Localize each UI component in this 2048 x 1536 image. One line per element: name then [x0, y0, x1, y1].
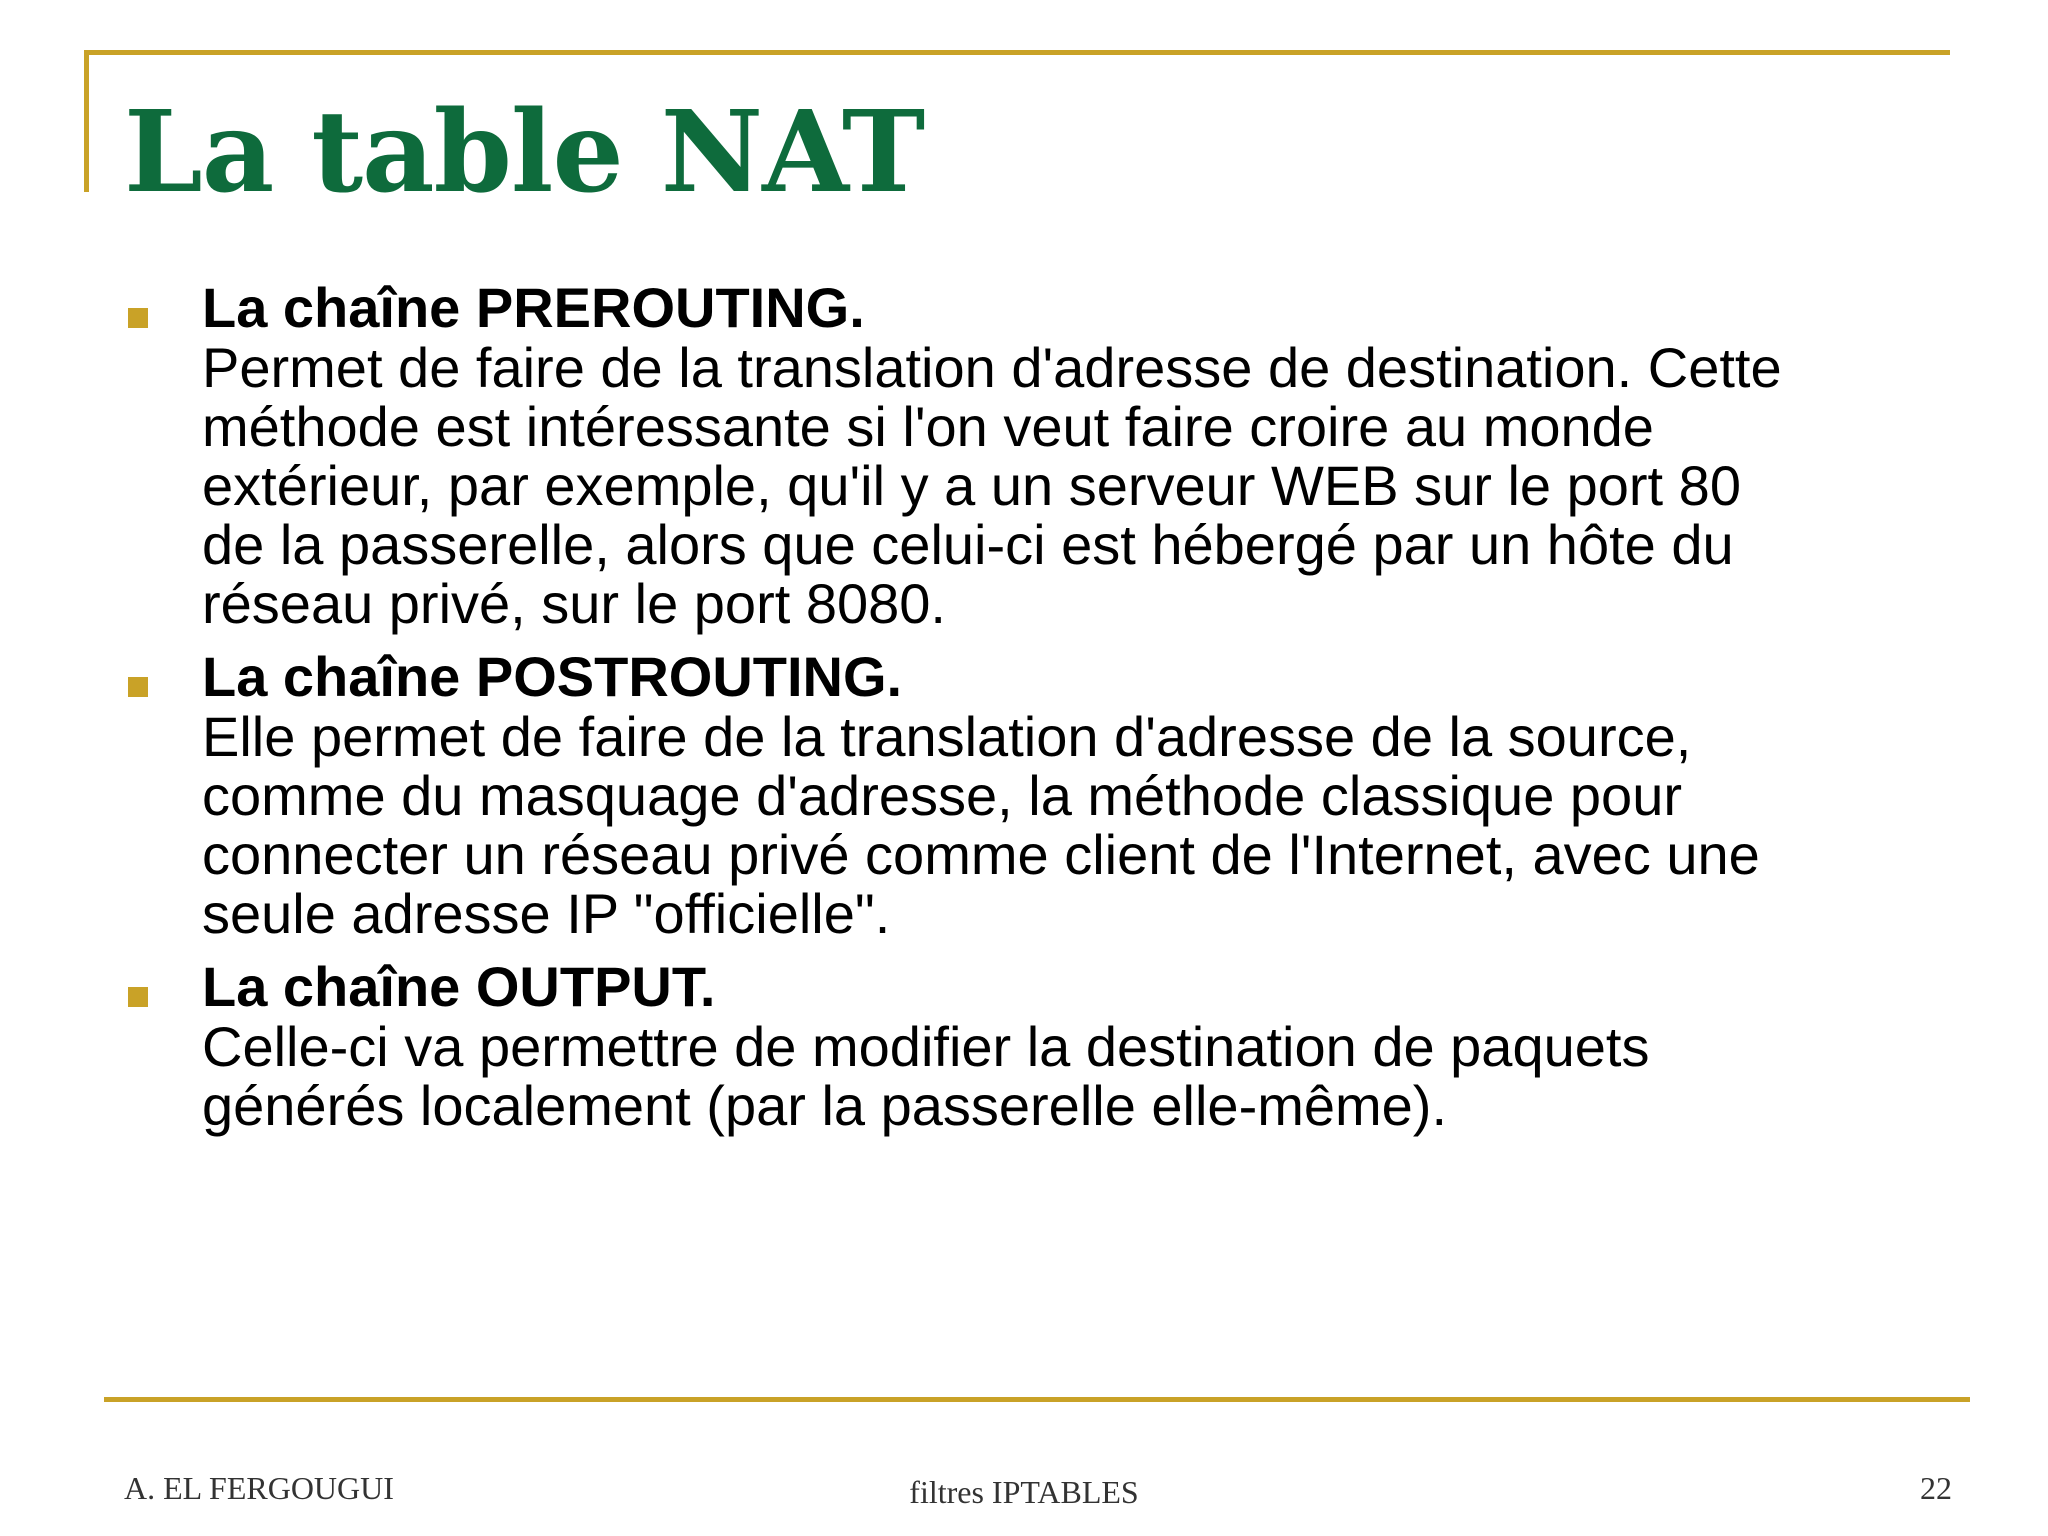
bullet-item-prerouting — [124, 278, 1924, 633]
bullet-text-line: extérieur, par exemple, qu'il y a un serveur WEB sur le port 80 — [202, 454, 1741, 517]
bullet-list — [124, 278, 1924, 1149]
bullet-text-line: Elle permet de faire de la translation d'adresse de la source, — [202, 705, 1692, 768]
bullet-text-line: générés localement (par la passerelle elle-même). — [202, 1074, 1448, 1137]
footer-title: filtres IPTABLES — [909, 1474, 1139, 1510]
bullet-heading: La chaîne POSTROUTING. — [202, 645, 903, 708]
left-frame-line — [84, 50, 89, 192]
bullet-heading: La chaîne PREROUTING. — [202, 276, 865, 339]
slide-title: La table NAT — [124, 87, 925, 218]
bullet-text-line: de la passerelle, alors que celui-ci est hébergé par un hôte du — [202, 513, 1734, 576]
bullet-text-line: Permet de faire de la translation d'adresse de destination. Cette — [202, 336, 1782, 399]
bullet-text-line: méthode est intéressante si l'on veut faire croire au monde — [202, 395, 1654, 458]
bullet-item-output — [124, 957, 1924, 1135]
bullet-item-postrouting — [124, 647, 1924, 943]
footer-divider — [104, 1397, 1970, 1402]
bullet-heading: La chaîne OUTPUT. — [202, 955, 716, 1018]
bullet-text-line: Celle-ci va permettre de modifier la destination de paquets — [202, 1015, 1650, 1078]
square-bullet-icon — [128, 308, 148, 328]
bullet-text-line: connecter un réseau privé comme client de l'Internet, avec une — [202, 823, 1760, 886]
top-frame-line — [84, 50, 1950, 55]
page-number: 22 — [1920, 1470, 1952, 1506]
square-bullet-icon — [128, 677, 148, 697]
footer-author: A. EL FERGOUGUI — [124, 1470, 394, 1506]
bullet-text-line: seule adresse IP "officielle". — [202, 882, 891, 945]
bullet-text-line: comme du masquage d'adresse, la méthode classique pour — [202, 764, 1682, 827]
square-bullet-icon — [128, 987, 148, 1007]
bullet-text-line: réseau privé, sur le port 8080. — [202, 572, 946, 635]
